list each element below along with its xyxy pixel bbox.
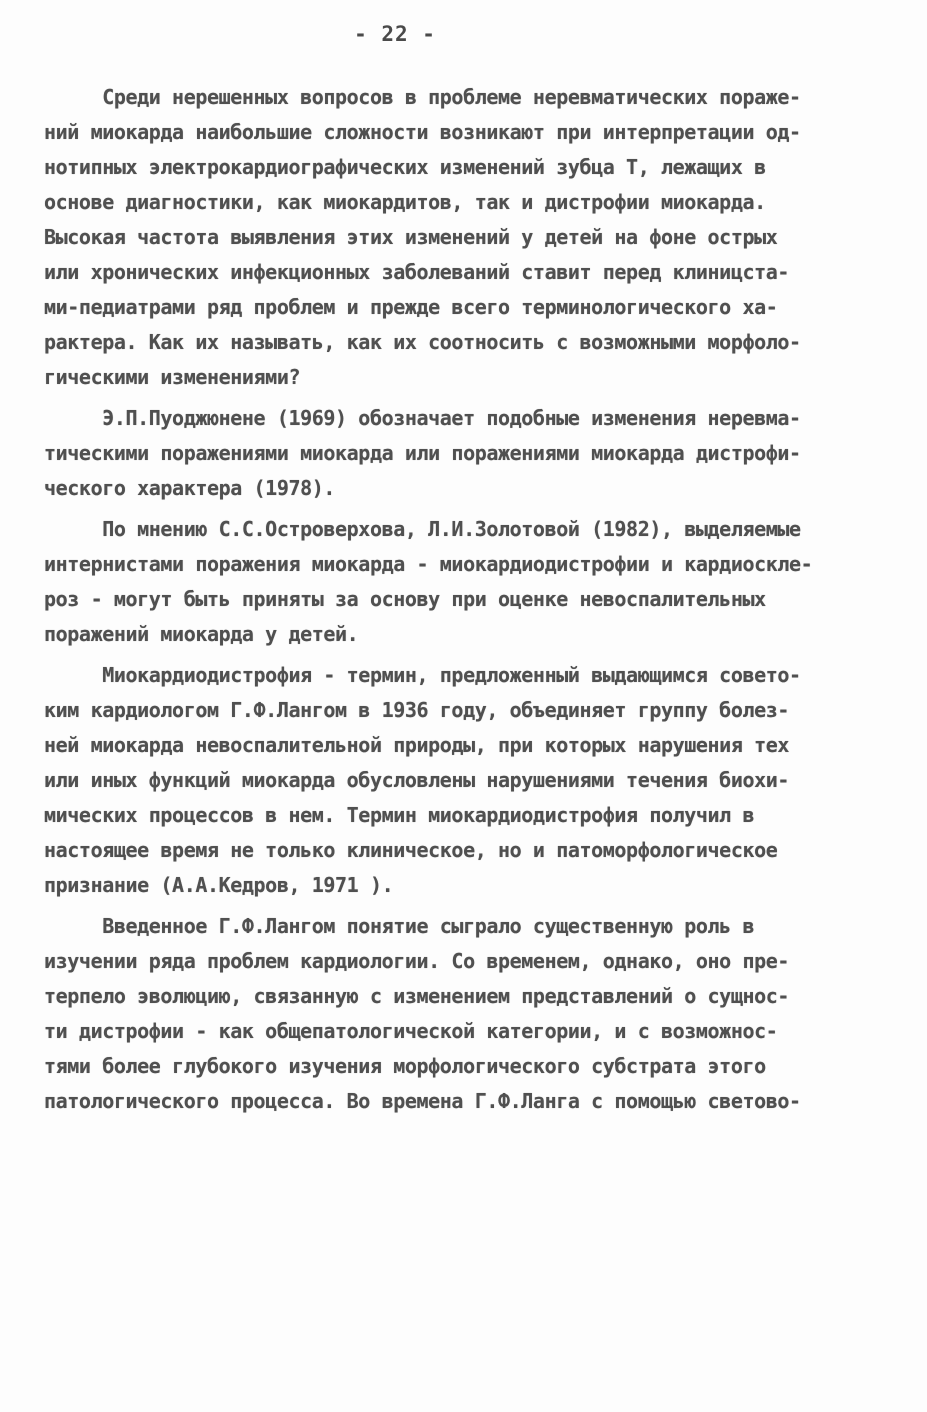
text-line: Э.П.Пуоджюнене (1969) обозначает подобные изменения неревма-: [44, 406, 801, 430]
text-line: или иных функций миокарда обусловлены нарушениями течения биохи-: [44, 768, 790, 792]
text-line: или хронических инфекционных заболеваний ставит перед клиницста-: [44, 260, 790, 284]
text-line: По мнению С.С.Островерхова, Л.И.Золотовой (1982), выделяемые: [44, 517, 801, 541]
text-line: настоящее время не только клиническое, но и патоморфологическое: [44, 838, 778, 862]
text-line: ний миокарда наибольшие сложности возникают при интерпретации од-: [44, 120, 801, 144]
text-line: терпело эволюцию, связанную с изменением представлений о сущнос-: [44, 984, 790, 1008]
text-line: тическими поражениями миокарда или поражениями миокарда дистрофи-: [44, 441, 801, 465]
text-line: признание (А.А.Кедров, 1971 ).: [44, 873, 394, 897]
text-line: Введенное Г.Ф.Лангом понятие сыграло существенную роль в: [44, 914, 755, 938]
paragraph-4: [44, 658, 884, 903]
paragraph-3: [44, 512, 884, 652]
text-line: Высокая частота выявления этих изменений у детей на фоне острых: [44, 225, 778, 249]
text-line: тями более глубокого изучения морфологического субстрата этого: [44, 1054, 766, 1078]
text-line: ческого характера (1978).: [44, 476, 336, 500]
text-line: основе диагностики, как миокардитов, так и дистрофии миокарда.: [44, 190, 766, 214]
text-line: мических процессов в нем. Термин миокардиодистрофия получил в: [44, 803, 755, 827]
text-line: поражений миокарда у детей.: [44, 622, 359, 646]
paragraph-1: [44, 80, 884, 395]
text-line: изучении ряда проблем кардиологии. Со временем, однако, оно пре-: [44, 949, 790, 973]
text-line: Среди нерешенных вопросов в проблеме неревматических пораже-: [44, 85, 801, 109]
page-number: - 22 -: [354, 22, 436, 46]
text-line: нотипных электрокардиографических изменений зубца Т, лежащих в: [44, 155, 766, 179]
text-line: патологического процесса. Во времена Г.Ф.Ланга с помощью светово-: [44, 1089, 801, 1113]
text-line: ти дистрофии - как общепатологической категории, и с возможнос-: [44, 1019, 778, 1043]
text-line: интернистами поражения миокарда - миокардиодистрофии и кардиоскле-: [44, 552, 813, 576]
text-line: ней миокарда невоспалительной природы, при которых нарушения тех: [44, 733, 790, 757]
body-text: [44, 80, 884, 1119]
text-line: роз - могут быть приняты за основу при оценке невоспалительных: [44, 587, 766, 611]
text-line: гическими изменениями?: [44, 365, 301, 389]
text-line: ми-педиатрами ряд проблем и прежде всего терминологического ха-: [44, 295, 778, 319]
paragraph-5: [44, 909, 884, 1119]
text-line: рактера. Как их называть, как их соотносить с возможными морфоло-: [44, 330, 801, 354]
text-line: Миокардиодистрофия - термин, предложенный выдающимся совето-: [44, 663, 801, 687]
paragraph-2: [44, 401, 884, 506]
text-line: ким кардиологом Г.Ф.Лангом в 1936 году, объединяет группу болез-: [44, 698, 790, 722]
